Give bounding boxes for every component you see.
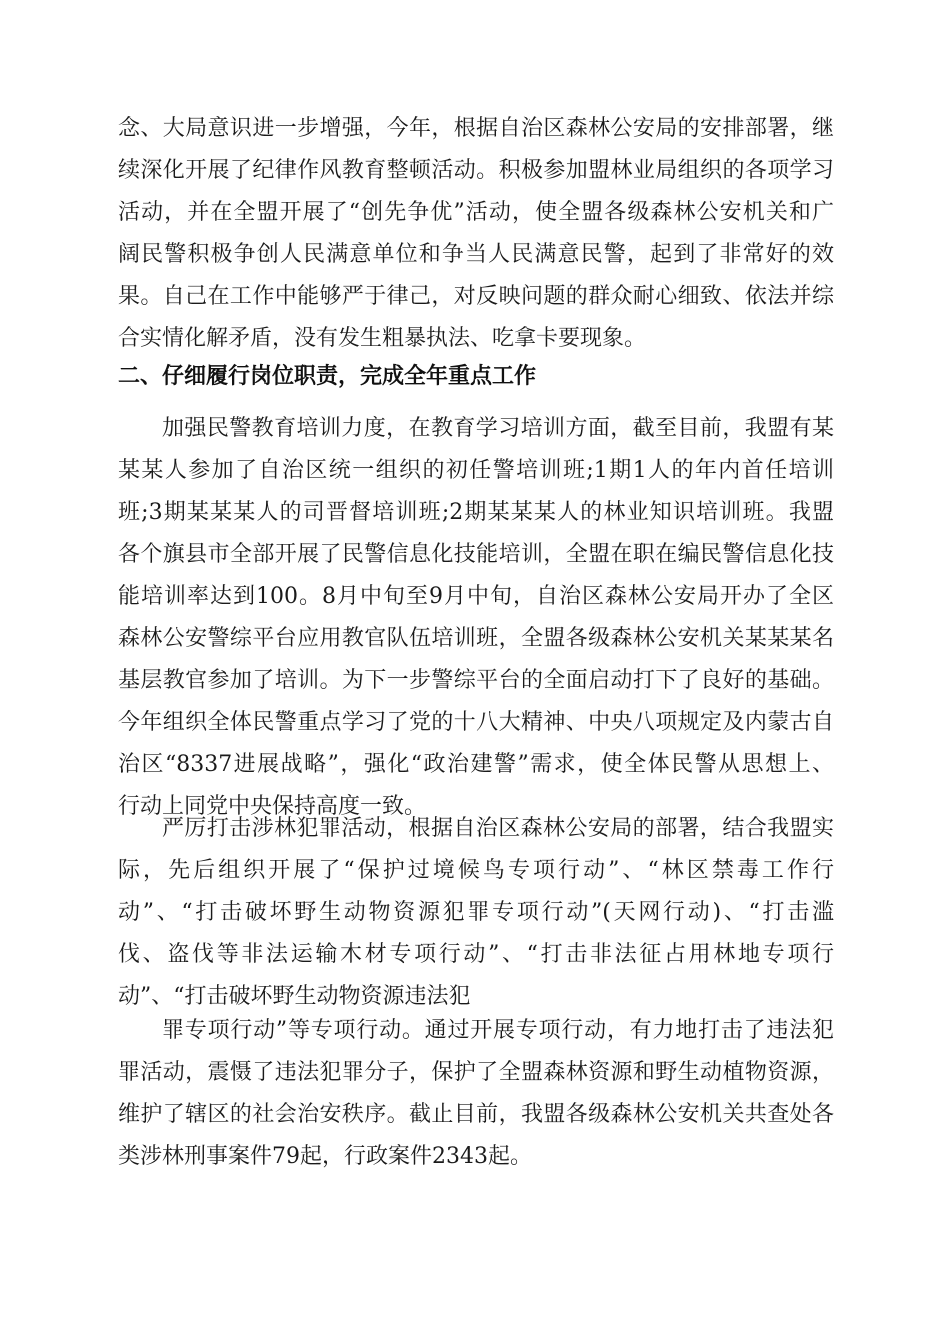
text-line: 动”、“打击破坏野生动物资源犯罪专项行动”(天网行动)、“打击滥 xyxy=(118,900,834,925)
text-line: 阔民警积极争创人民满意单位和争当人民满意民警，起到了非常好的效 xyxy=(118,242,834,267)
text-line: 类涉林刑事案件79起，行政案件2343起。 xyxy=(118,1144,532,1169)
text-line: 行动上同党中央保持高度一致。 xyxy=(118,794,427,819)
text-line: 念、大局意识进一步增强，今年，根据自治区森林公安局的安排部署，继 xyxy=(118,116,834,141)
text-line: 各个旗县市全部开展了民警信息化技能培训，全盟在职在编民警信息化技 xyxy=(118,542,834,567)
text-line: 际，先后组织开展了“保护过境候鸟专项行动”、“林区禁毒工作行 xyxy=(118,858,834,883)
text-line: 果。自己在工作中能够严于律己，对反映问题的群众耐心细致、依法并综 xyxy=(118,284,834,309)
text-line: 罪活动，震慑了违法犯罪分子，保护了全盟森林资源和野生动植物资源， xyxy=(118,1060,834,1085)
text-line: 动”、“打击破坏野生动物资源违法犯 xyxy=(118,984,471,1009)
text-line: 某某人参加了自治区统一组织的初任警培训班;1期1人的年内首任培训 xyxy=(118,458,834,483)
text-line: 治区“8337进展战略”，强化“政治建警”需求，使全体民警从思想上、 xyxy=(118,752,834,777)
text-line: 加强民警教育培训力度，在教育学习培训方面，截至目前，我盟有某 xyxy=(162,416,834,441)
section-heading: 二、仔细履行岗位职责，完成全年重点工作 xyxy=(118,364,537,389)
text-line: 严厉打击涉林犯罪活动，根据自治区森林公安局的部署，结合我盟实 xyxy=(162,816,834,841)
text-line: 能培训率达到100。8月中旬至9月中旬，自治区森林公安局开办了全区 xyxy=(118,584,834,609)
text-line: 合实情化解矛盾，没有发生粗暴执法、吃拿卡要现象。 xyxy=(118,326,647,351)
text-line: 今年组织全体民警重点学习了党的十八大精神、中央八项规定及内蒙古自 xyxy=(118,710,834,735)
text-line: 罪专项行动”等专项行动。通过开展专项行动，有力地打击了违法犯 xyxy=(162,1018,834,1043)
text-line: 续深化开展了纪律作风教育整顿活动。积极参加盟林业局组织的各项学习 xyxy=(118,158,834,183)
text-line: 维护了辖区的社会治安秩序。截止目前，我盟各级森林公安机关共查处各 xyxy=(118,1102,834,1127)
text-line: 森林公安警综平台应用教官队伍培训班，全盟各级森林公安机关某某某名 xyxy=(118,626,834,651)
text-line: 伐、盗伐等非法运输木材专项行动”、“打击非法征占用林地专项行 xyxy=(118,942,834,967)
text-line: 基层教官参加了培训。为下一步警综平台的全面启动打下了良好的基础。 xyxy=(118,668,834,693)
text-line: 班;3期某某某人的司晋督培训班;2期某某某人的林业知识培训班。我盟 xyxy=(118,500,834,525)
text-line: 活动，并在全盟开展了“创先争优”活动，使全盟各级森林公安机关和广 xyxy=(118,200,834,225)
